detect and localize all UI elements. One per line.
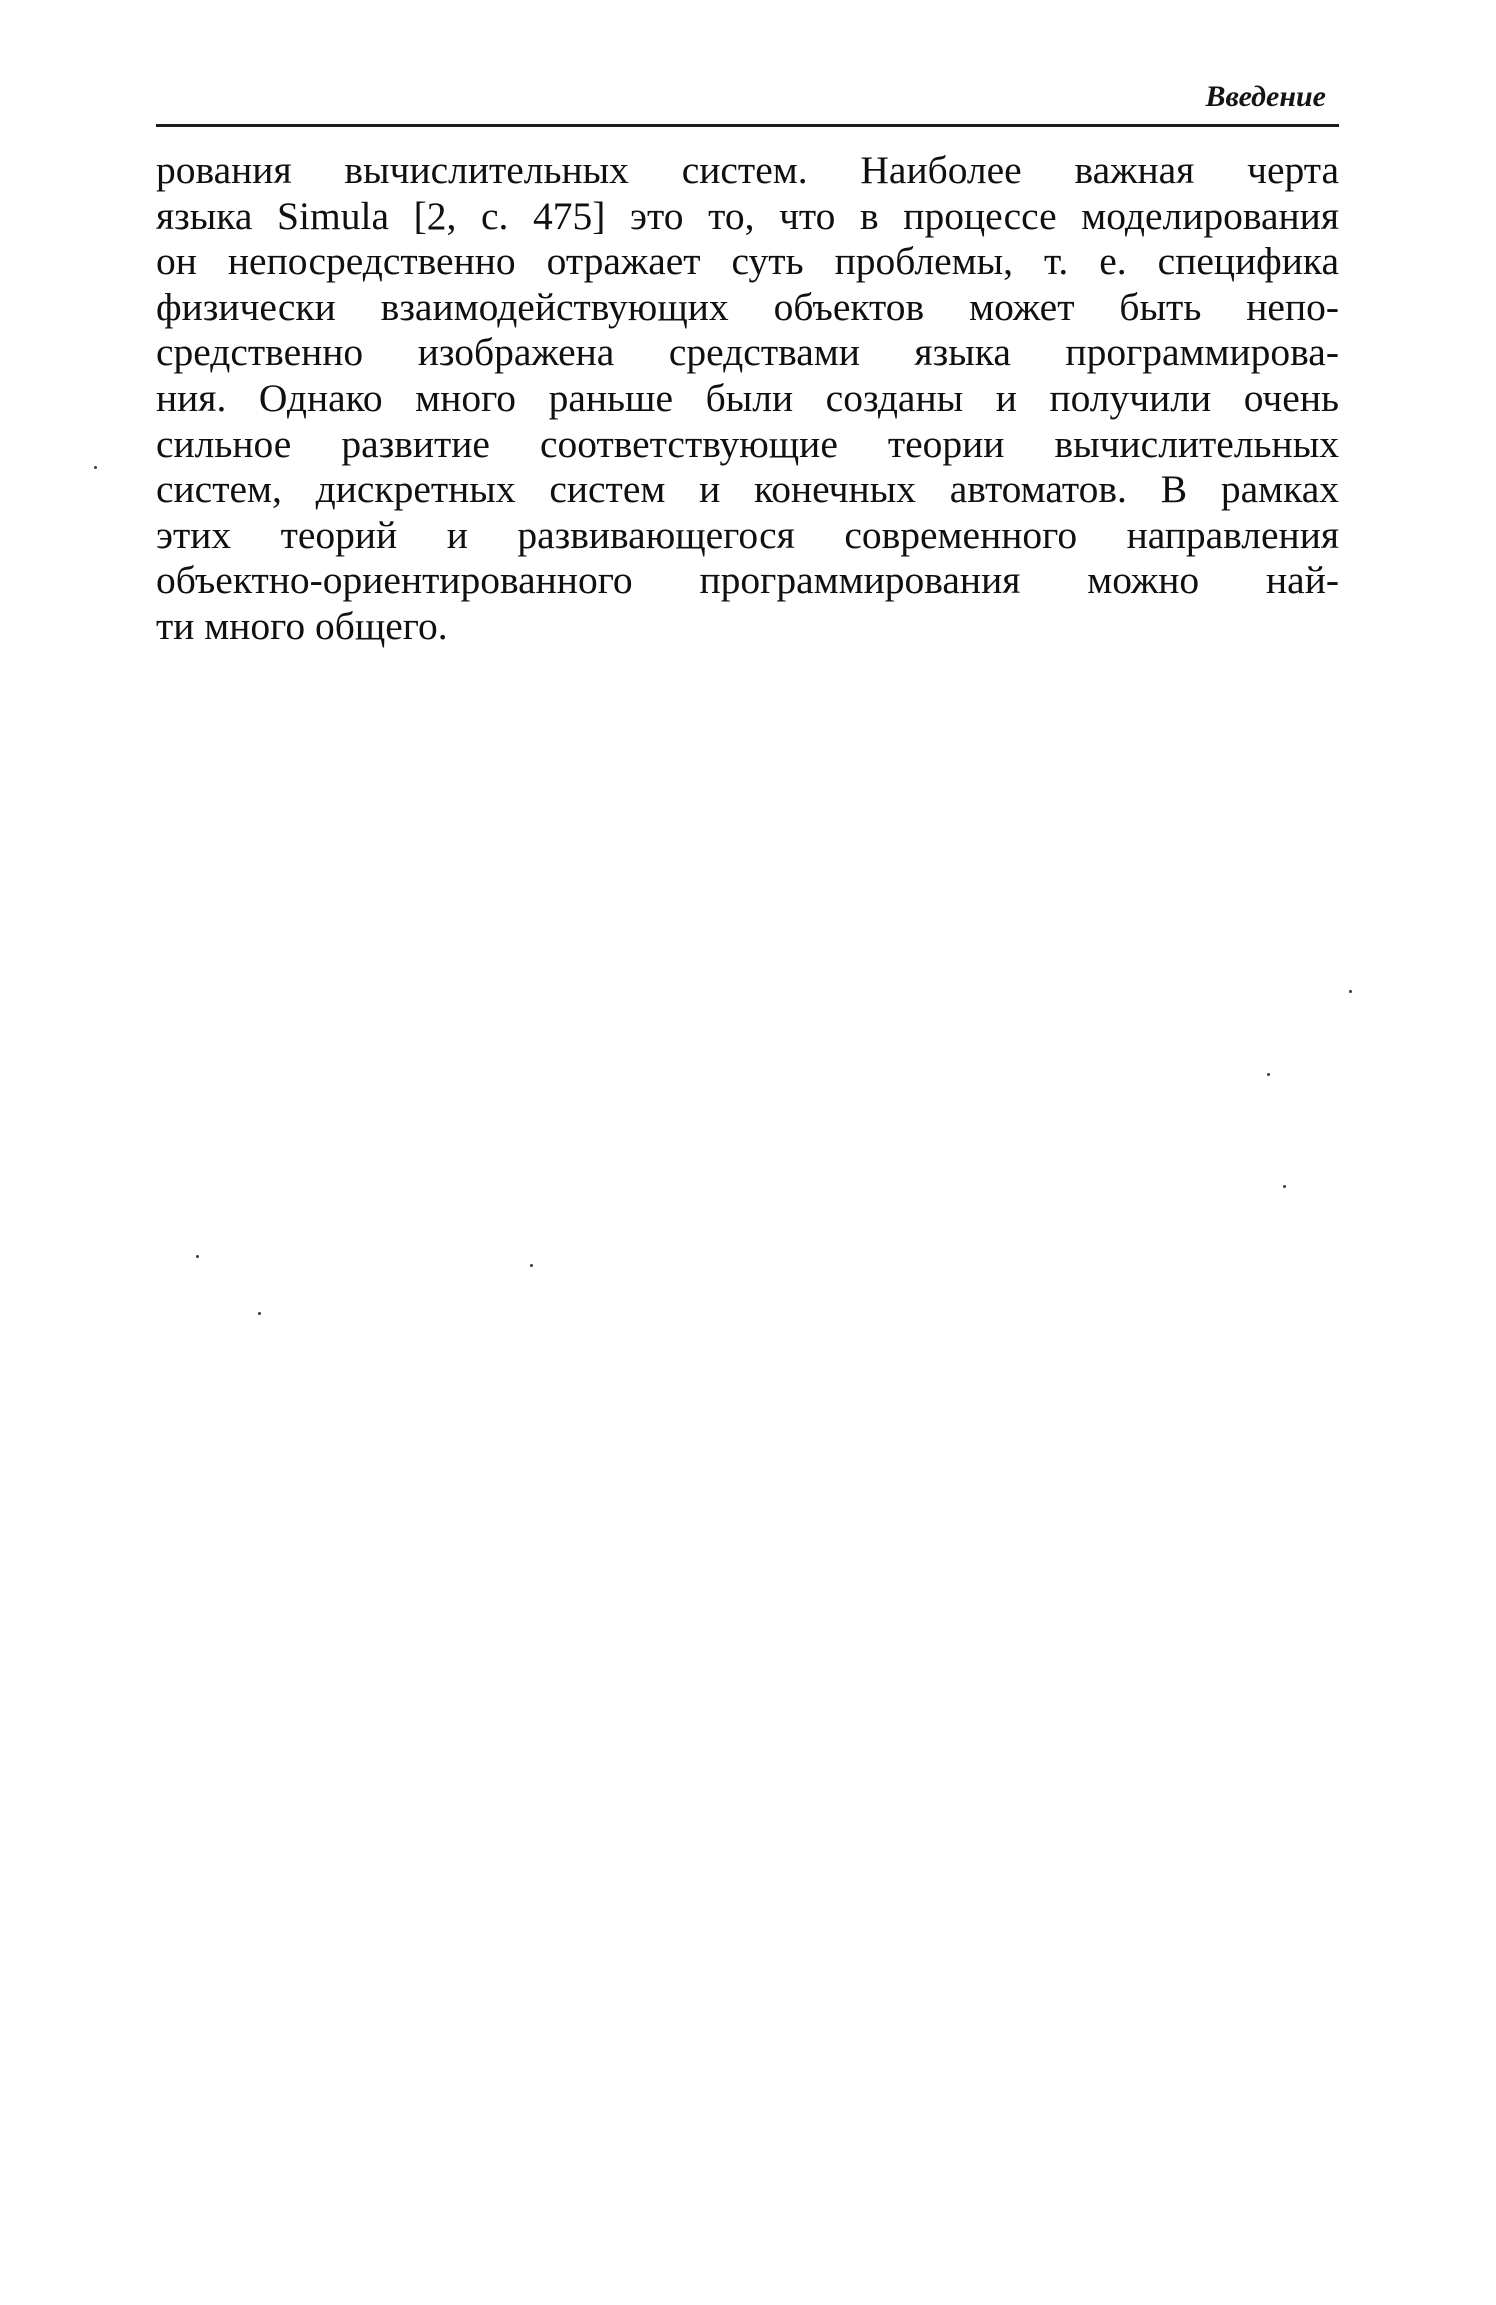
text-line: объектно-ориентированного программирования можно най- bbox=[156, 558, 1339, 603]
scan-speck bbox=[196, 1255, 199, 1258]
text-line: ния. Однако много раньше были созданы и получили очень bbox=[156, 375, 1339, 420]
text-line: рования вычислительных систем. Наиболее важная черта bbox=[156, 148, 1339, 192]
scan-speck bbox=[94, 466, 97, 469]
scan-speck bbox=[530, 1264, 533, 1267]
text-line: он непосредственно отражает суть проблемы, т. е. специфика bbox=[156, 239, 1339, 284]
text-line: физически взаимодействующих объектов может быть непо- bbox=[156, 284, 1339, 329]
header-rule bbox=[156, 124, 1339, 127]
text-line: сильное развитие соответствующие теории вычислительных bbox=[156, 421, 1339, 466]
scan-speck bbox=[258, 1312, 261, 1315]
text-line: этих теорий и развивающегося современного направления bbox=[156, 512, 1339, 557]
scan-speck bbox=[1267, 1073, 1270, 1076]
text-line: языка Simula [2, с. 475] это то, что в процессе моделирования bbox=[156, 193, 1339, 238]
text-line: систем, дискретных систем и конечных автоматов. В рамках bbox=[156, 467, 1339, 512]
running-title: Введение bbox=[1205, 80, 1326, 113]
scan-speck bbox=[1349, 990, 1352, 993]
text-line: ти много общего. bbox=[156, 603, 448, 648]
text-line: средственно изображена средствами языка программирова- bbox=[156, 330, 1339, 375]
body-paragraph bbox=[156, 148, 1339, 650]
scan-speck bbox=[1283, 1185, 1286, 1188]
